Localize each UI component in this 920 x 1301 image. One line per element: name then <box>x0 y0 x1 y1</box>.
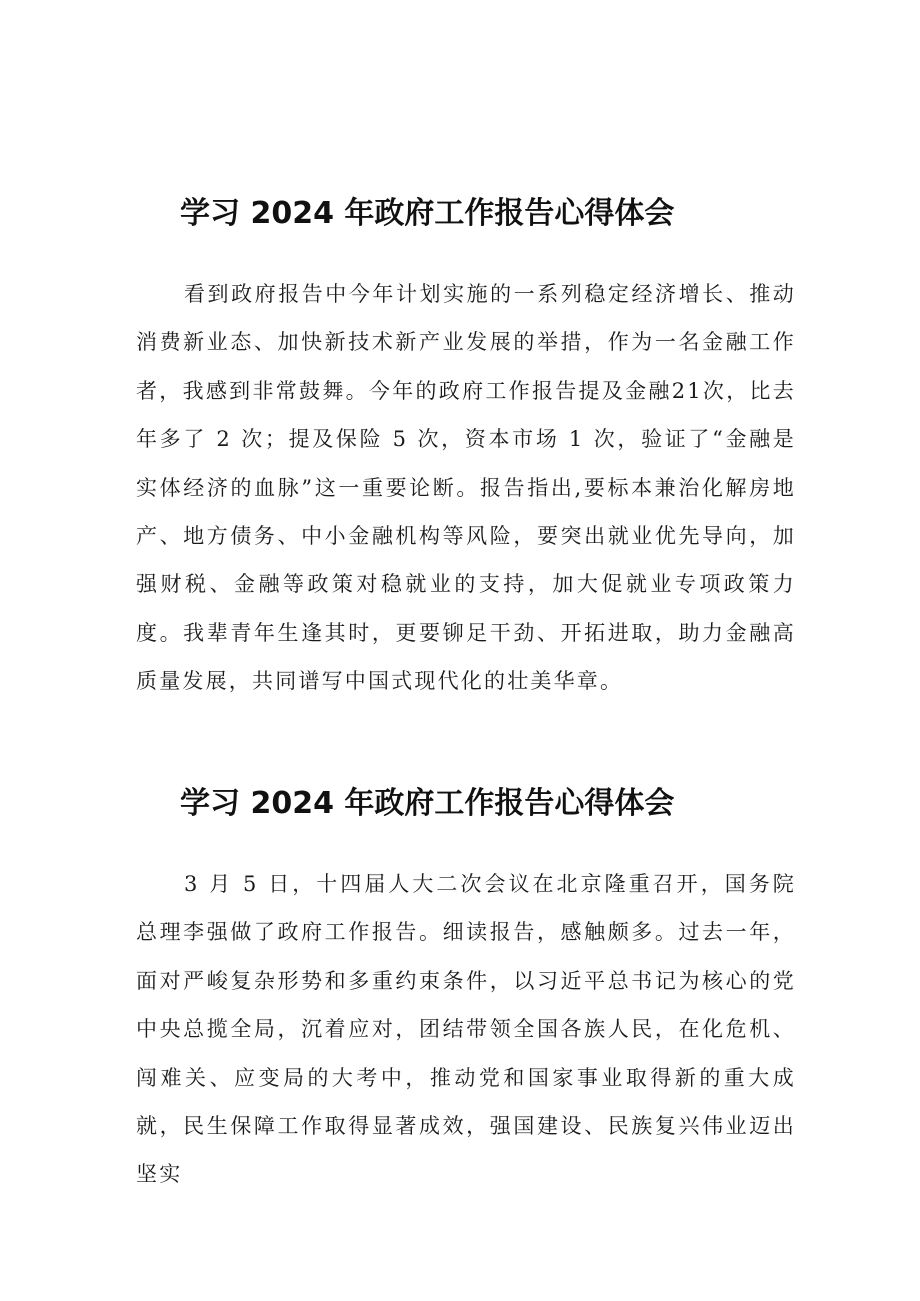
section-body-2: 3 月 5 日，十四届人大二次会议在北京隆重召开，国务院总理李强做了政府工作报告。细读报告，感触颇多。过去一年，面对严峻复杂形势和多重约束条件，以习近平总书记为核心的党中央总揽全局，沉着应对，团结带领全国各族人民，在化危机、闯难关、应变局的大考中，推动党和国家事业取得新的重大成就，民生保障工作取得显著成效，强国建设、民族复兴伟业迈出坚实 <box>136 872 796 1187</box>
section-title-1: 学习 2024 年政府工作报告心得体会 <box>180 196 675 232</box>
section-body-1: 看到政府报告中今年计划实施的一系列稳定经济增长、推动消费新业态、加快新技术新产业发展的举措，作为一名金融工作者，我感到非常鼓舞。今年的政府工作报告提及金融21次，比去年多了 2 次；提及保险 5 次，资本市场 1 次，验证了“金融是实体经济的血脉”这一重要论断。报告指出,要标本兼治化解房地产、地方债务、中小金融机构等风险，要突出就业优先导向，加强财税、金融等政策对稳就业的支持，加大促就业专项政策力度。我辈青年生逢其时，更要铆足干劲、开拓进取，助力金融高质量发展，共同谱写中国式现代化的壮美华章。 <box>136 282 796 694</box>
section-title-2: 学习 2024 年政府工作报告心得体会 <box>180 786 675 822</box>
